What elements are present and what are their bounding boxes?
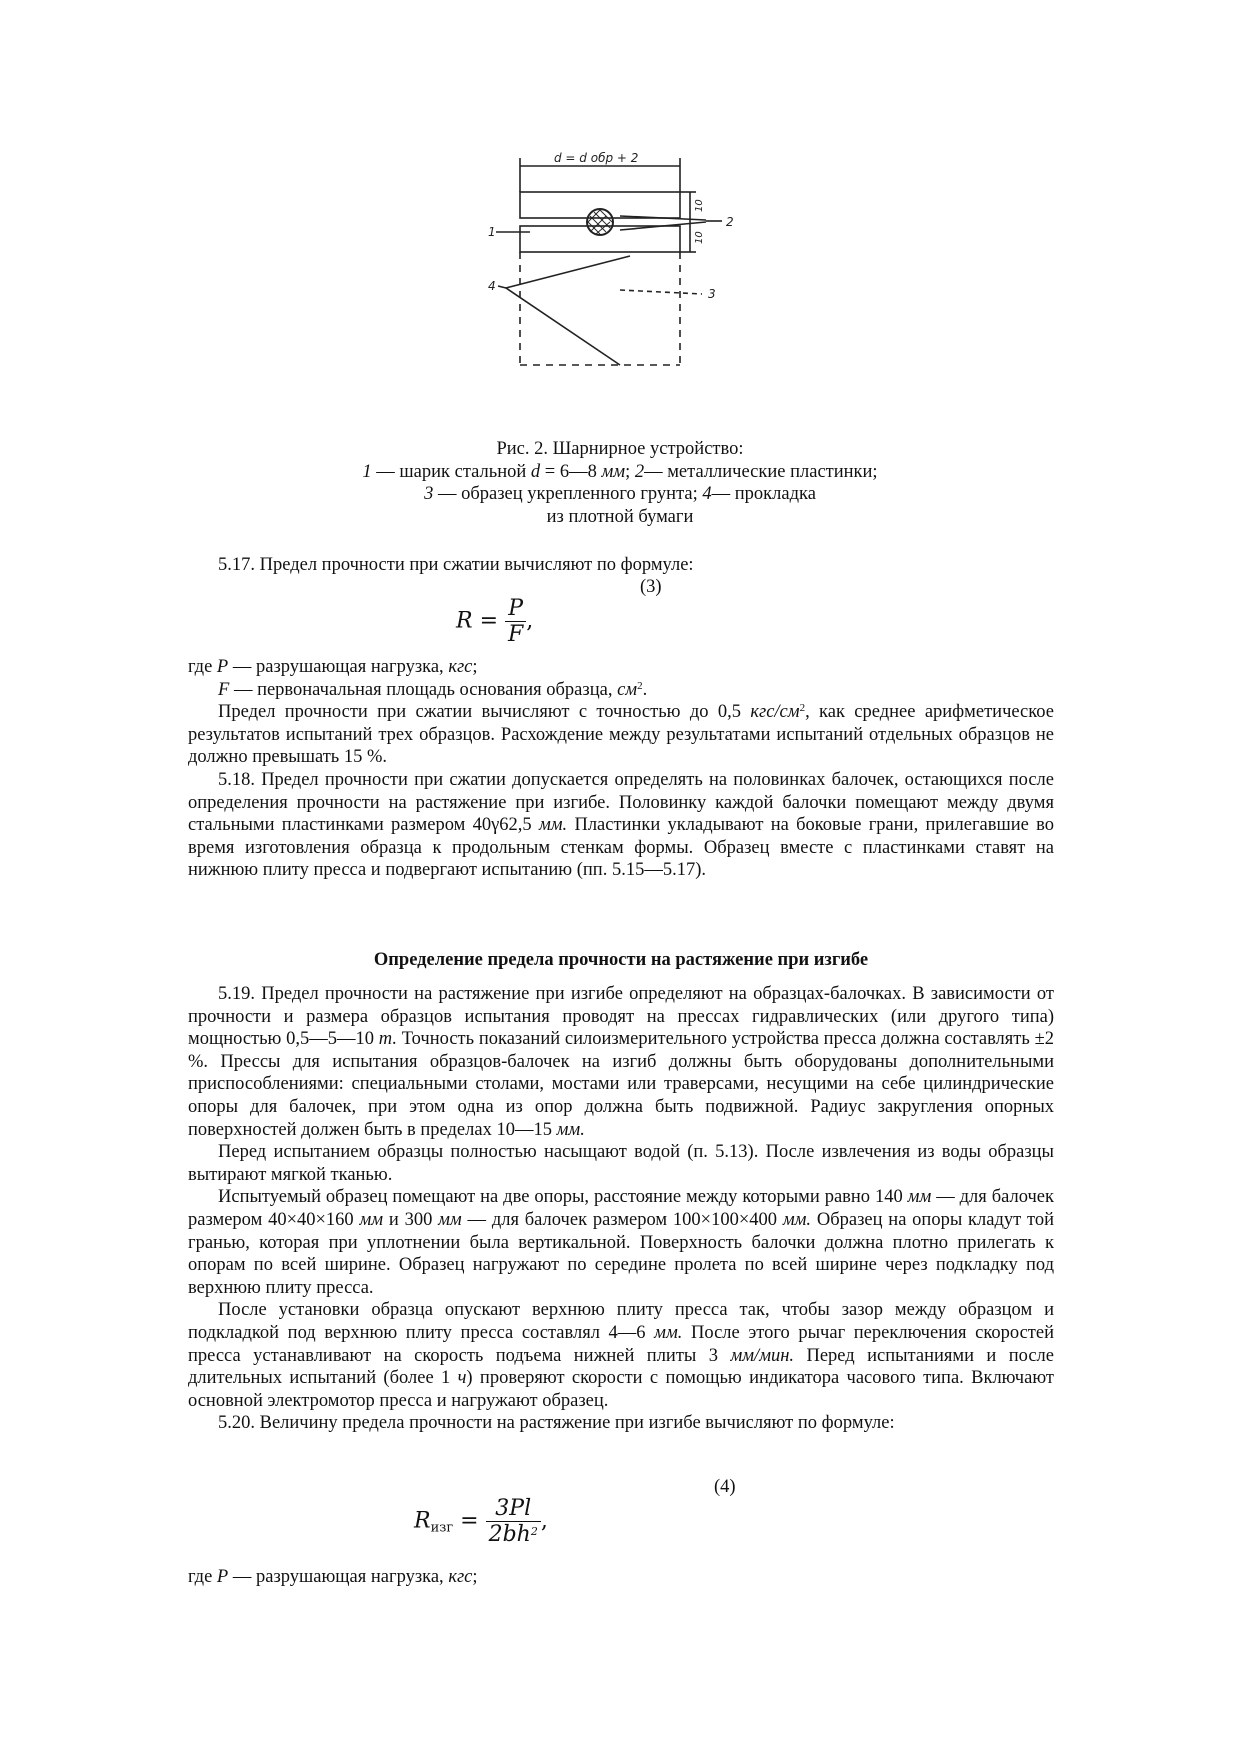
figure-side-dim-bottom: 10 bbox=[694, 231, 705, 244]
figure-label-1: 1 bbox=[488, 225, 496, 239]
caption-line-3: 3 — образец укрепленного грунта; 4— прокладка bbox=[424, 484, 816, 504]
equation-number-4: (4) bbox=[714, 1477, 736, 1497]
paragraph-gap: После установки образца опускают верхнюю плиту пресса так, чтобы зазор между образцом и подкладкой под верхнюю плиту пресса составлял 4—6 мм. После этого рычаг переключения скоростей пресса устанавливают на скорость подъема нижней плиты 3 мм/мин. Перед испытаниями и после длительных испытаний (более 1 ч) проверяют скорости с помощью индикатора часового типа. Включают основной электромотор пресса и нагружают образец. bbox=[188, 1300, 1054, 1411]
figure-label-3: 3 bbox=[708, 287, 716, 301]
paragraph-5-19: 5.19. Предел прочности на растяжение при изгибе определяют на образцах-балочках. В зависимости от прочности и размера образцов испытания проводят на прессах гидравлических (или другого типа) мощностью 0,5—5—10 т. Точность показаний силоизмерительного устройства пресса должна составлять ±2 %. Прессы для испытания образцов-балочек на изгиб должны быть оборудованы дополнительными приспособлениями: специальными столами, мостами или траверсами, несущими на себе цилиндрические опоры для балочек, при этом одна из опор должна быть подвижной. Радиус закругления опорных поверхностей должен быть в пределах 10—15 мм. bbox=[188, 984, 1054, 1140]
hinge-device-figure bbox=[470, 140, 770, 420]
paragraph-5-17: 5.17. Предел прочности при сжатии вычисляют по формуле: bbox=[218, 555, 694, 575]
paragraph-5-18: 5.18. Предел прочности при сжатии допускается определять на половинках балочек, остающихся после определения прочности на растяжение при изгибе. Половинку каждой балочки помещают между двумя стальными пластинками размером 40γ62,5 мм. Пластинки укладывают на боковые грани, прилегавшие во время изготовления образца к продольным стенкам формы. Образец вместе с пластинками ставят на нижнюю плиту пресса и подвергают испытанию (пп. 5.15—5.17). bbox=[188, 769, 1054, 881]
upper-plate bbox=[520, 192, 680, 218]
lower-plate bbox=[520, 226, 680, 252]
caption-line-2: 1 — шарик стальной d = 6—8 мм; 2— металлические пластинки; bbox=[362, 461, 878, 482]
paper-gasket bbox=[506, 256, 630, 365]
main-text-block-2 bbox=[188, 983, 1054, 1435]
caption-line-1: Рис. 2. Шарнирное устройство: bbox=[496, 439, 744, 459]
figure-dim-label: d = d обр + 2 bbox=[554, 151, 639, 165]
where-p-line: где P — разрушающая нагрузка, кгс; bbox=[188, 657, 478, 677]
paragraph-saturate: Перед испытанием образцы полностью насыщают водой (п. 5.13). После извлечения из воды образцы вытирают мягкой тканью. bbox=[188, 1142, 1054, 1185]
figure-side-dim-top: 10 bbox=[694, 199, 705, 212]
equation-number-3: (3) bbox=[640, 577, 662, 597]
main-text-block-3 bbox=[188, 1566, 1054, 1589]
formula-3: R = $\frac{P}{F}$ , bbox=[456, 596, 534, 647]
main-text-block-1 bbox=[188, 656, 1054, 882]
where-f-line: F — первоначальная площадь основания образца, $см^2$. bbox=[218, 679, 648, 700]
section-5-17 bbox=[188, 554, 1054, 577]
paragraph-accuracy: Предел прочности при сжатии вычисляют с точностью до 0,5 кгс/$см^2$, как среднее арифметическое результатов испытаний трех образцов. Расхождение между результатами испытаний отдельных образцов не должно превышать 15 %. bbox=[188, 702, 1054, 768]
figure-caption bbox=[270, 438, 970, 528]
caption-line-4: из плотной бумаги bbox=[546, 506, 694, 527]
formula-4: $R_{изг}$ = $\frac{3Pl}{2bh^2}$ , bbox=[414, 1496, 548, 1547]
figure-label-4: 4 bbox=[488, 279, 496, 293]
where-p-line-2: где P — разрушающая нагрузка, кгс; bbox=[188, 1567, 478, 1587]
paragraph-supports: Испытуемый образец помещают на две опоры, расстояние между которыми равно 140 мм — для балочек размером 40×40×160 мм и 300 мм — для балочек размером 100×100×400 мм. Образец на опоры кладут той гранью, которая при уплотнении была вертикальной. Поверхность балочки должна плотно прилегать к опорам по всей ширине. Образец нагружают по середине пролета по всей ширине через подкладку под верхнюю плиту пресса. bbox=[188, 1187, 1055, 1298]
section-heading: Определение предела прочности на растяжение при изгибе bbox=[373, 950, 869, 970]
figure-label-2: 2 bbox=[726, 215, 734, 229]
paragraph-5-20: 5.20. Величину предела прочности на растяжение при изгибе вычисляют по формуле: bbox=[218, 1413, 895, 1434]
